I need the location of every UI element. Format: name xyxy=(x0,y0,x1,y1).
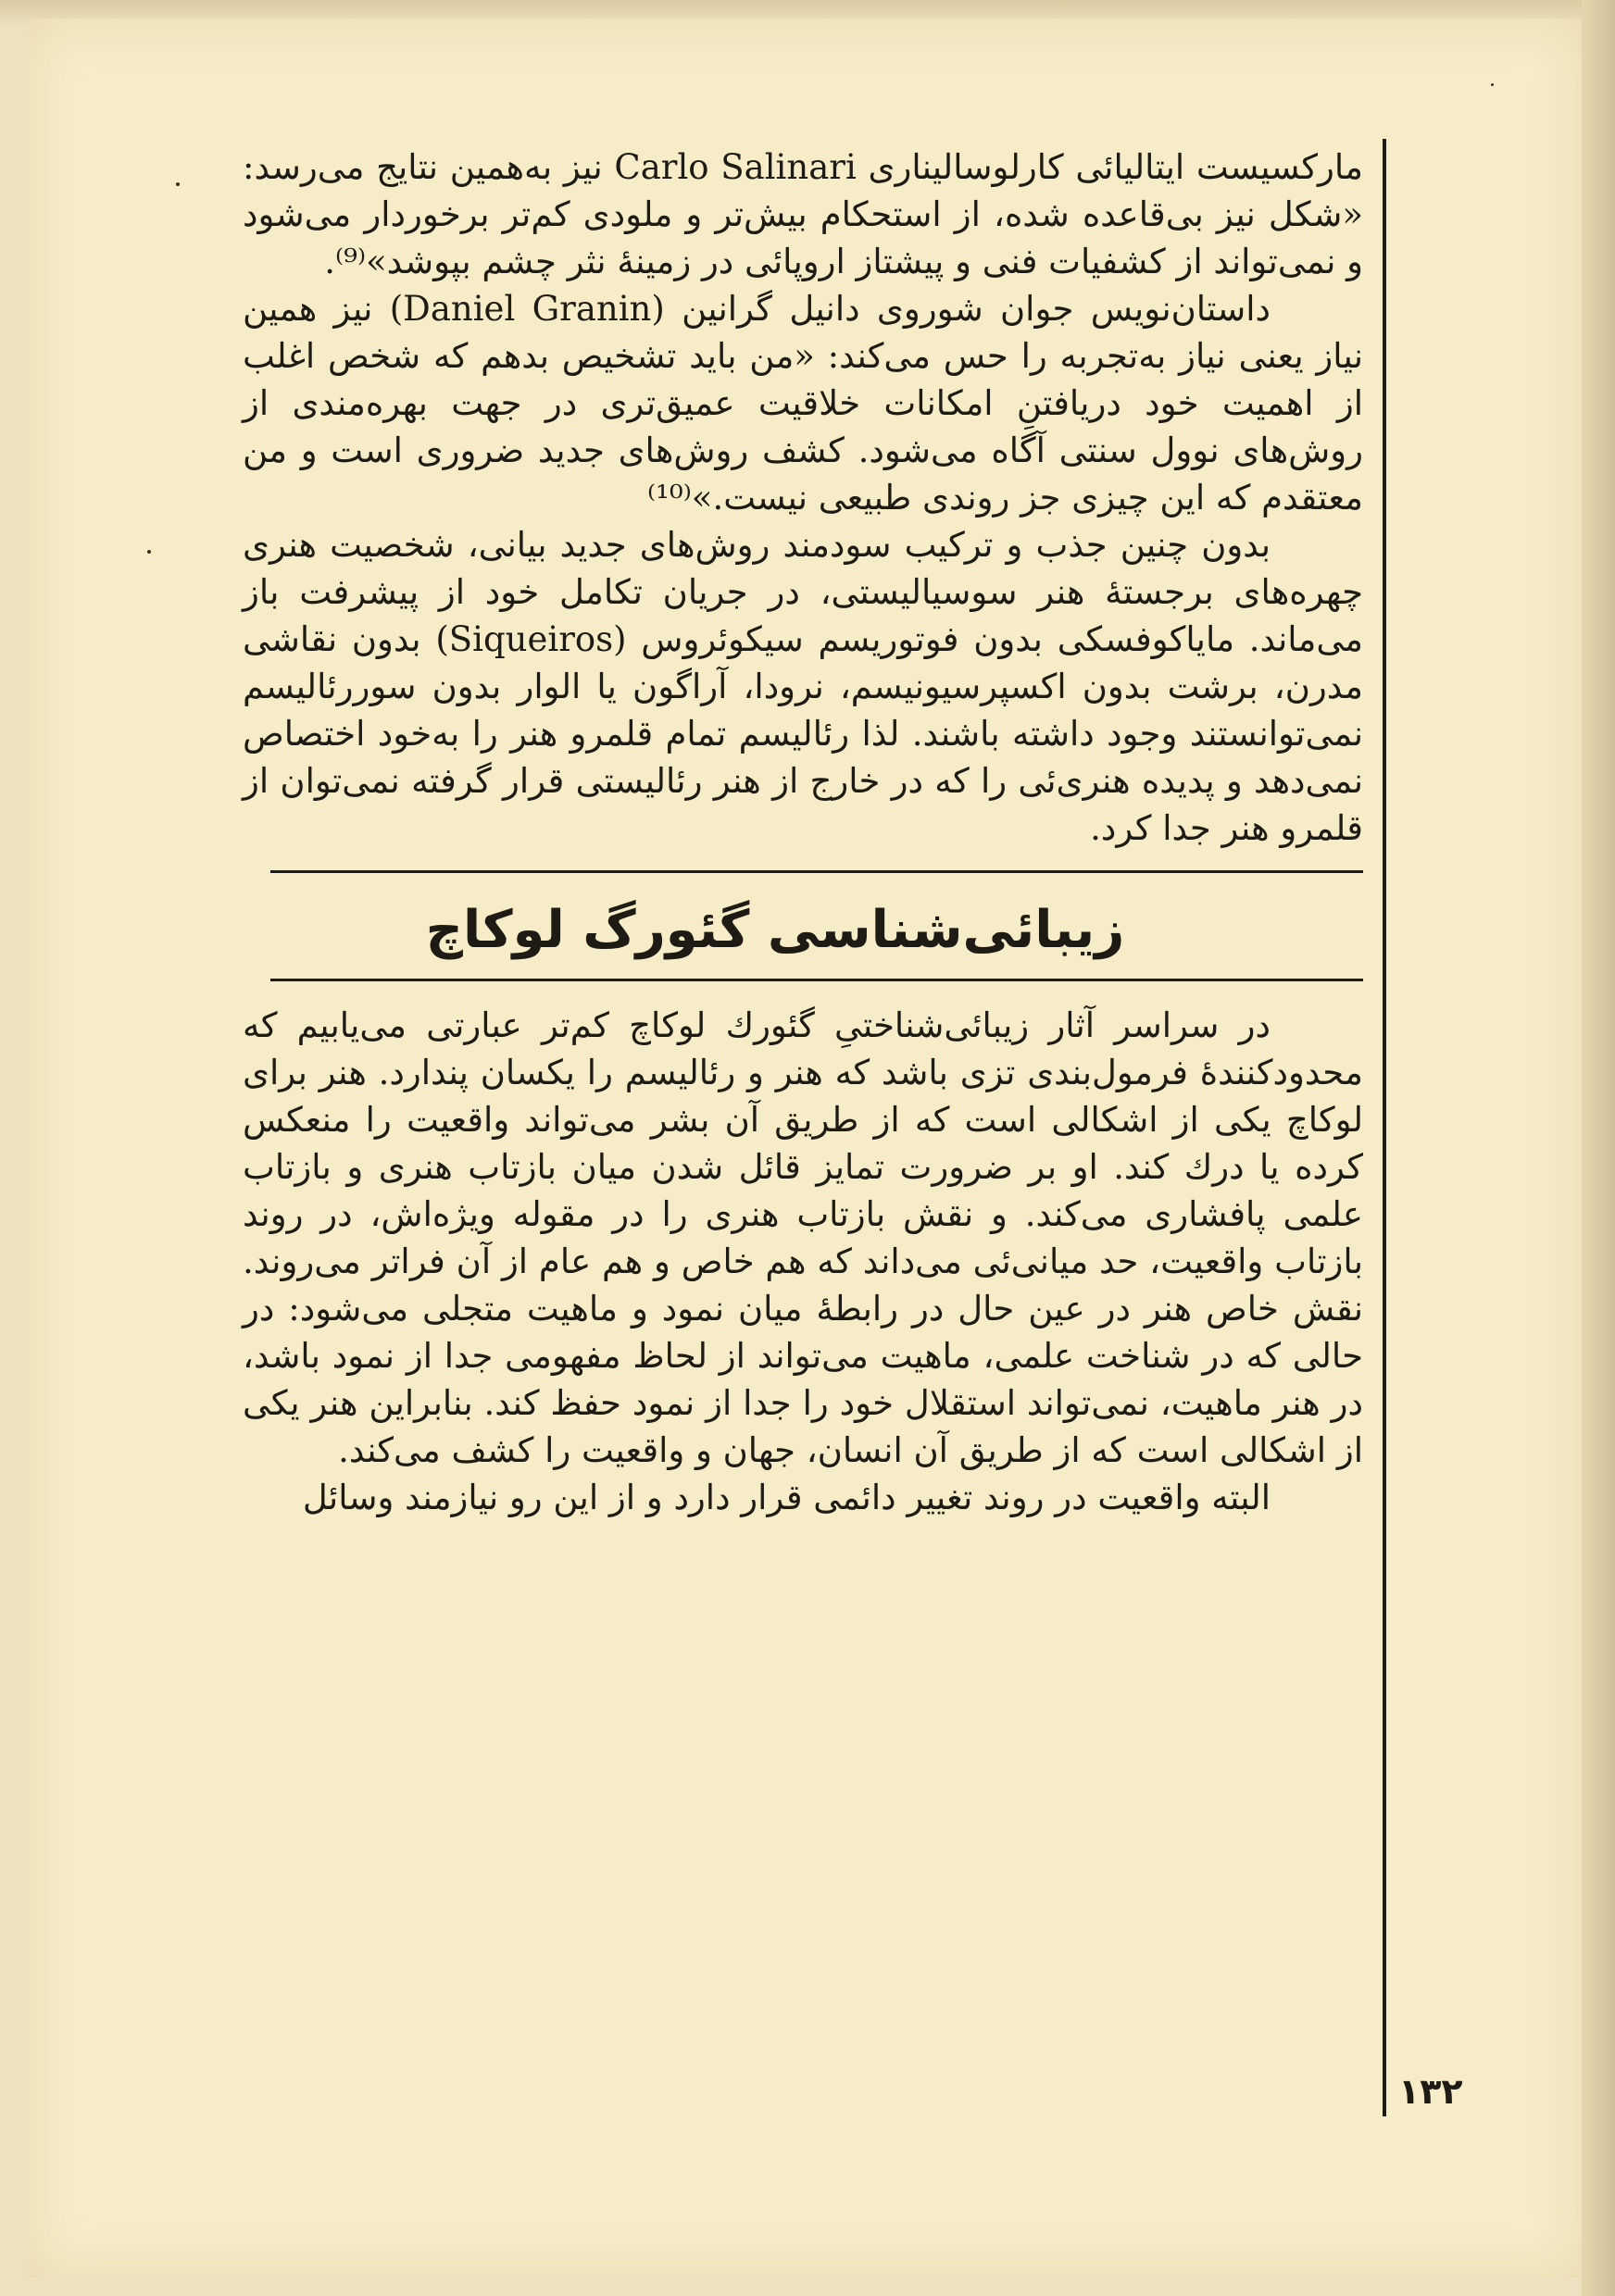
paper-speck xyxy=(147,550,151,554)
heading-rule-bottom xyxy=(270,979,1363,981)
paragraph-granin: داستان‌نویس جوان شوروی دانیل گرانین (Daniel Granin) نیز همین نیاز یعنی نیاز به‌تجربه را حس می‌کند: «من باید تشخیص بدهم که شخص اغلب از اهمیت خود دریافتنِ امکانات خلاقیت عمیق‌تری در جهت بهره‌مندی از روش‌های نوول سنتی آگاه می‌شود. کشف روش‌های جدید ضروری است و من معتقدم که این چیزی جز روندی طبیعی نیست.»⁽¹⁰⁾ xyxy=(243,289,1363,518)
paragraph-new-methods: بدون چنین جذب و ترکیب سودمند روش‌های جدید بیانی، شخصیت هنری چهره‌های برجستهٔ هنر سوسیالیستی، در جریان تکامل خود از پیشرفت باز می‌ماند. مایاکوفسکی بدون فوتوریسم سیکوئروس (Siqueiros) بدون نقاشی مدرن، برشت بدون اکسپرسیونیسم، نرودا، آراگون یا الوار بدون سوررئالیسم نمی‌توانستند وجود داشته باشند. لذا رئالیسم تمام قلمرو هنر را به‌خود اختصاص نمی‌دهد و پدیده هنری‌ئی را که در خارج از هنر رئالیستی قرار گرفته نمی‌توان از قلمرو هنر جدا کرد. xyxy=(243,525,1363,848)
paper-speck xyxy=(176,182,180,186)
paragraph-salinari: مارکسیست ایتالیائی کارلوسالیناری Carlo Salinari نیز به‌همین نتایج می‌رسد: «شکل نیز بی‌قاعده شده، از استحکام بیش‌تر و ملودی کم‌تر برخوردار می‌شود و نمی‌تواند از کشفیات فنی و پیشتاز اروپائی در زمینهٔ نثر چشم بپوشد»⁽⁹⁾. xyxy=(243,147,1363,281)
page-edge-shadow xyxy=(1582,0,1615,2296)
margin-rule xyxy=(1383,139,1386,2116)
paragraph-reality: البته واقعیت در روند تغییر دائمی قرار دارد و از این رو نیازمند وسائل xyxy=(302,1478,1271,1517)
heading-rule-top xyxy=(270,870,1363,873)
page-number: ۱۳۲ xyxy=(1398,2071,1463,2112)
paper-speck xyxy=(1491,83,1494,86)
paragraph-lukacs: در سراسر آثار زیبائی‌شناختیِ گئورك لوکاچ کم‌تر عبارتی می‌یابیم که محدودکنندهٔ فرمول‌بندی تزی باشد که هنر و رئالیسم را یکسان پندارد. هنر برای لوکاچ یکی از اشکالی است که از طریق آن بشر می‌تواند واقعیت را منعکس کرده یا درك کند. او بر ضرورت تمایز قائل شدن میان بازتاب هنری و بازتاب علمی پافشاری می‌کند. و نقش بازتاب هنری را در مقوله ویژه‌اش، در روند بازتاب واقعیت، حد میانی‌ئی می‌داند که هم خاص و هم عام از آن فراتر می‌روند. نقش خاص هنر در عین حال در رابطهٔ میان نمود و ماهیت متجلی می‌شود: در حالی که در شناخت علمی، ماهیت می‌تواند از لحاظ مفهومی جدا از نمود باشد، در هنر ماهیت، نمی‌تواند استقلال خود را جدا از نمود حفظ کند. بنابراین هنر یکی از اشکالی است که از طریق آن انسان، جهان و واقعیت را کشف می‌کند. xyxy=(243,1005,1363,1470)
section-heading: زیبائی‌شناسی گئورگ لوکاچ xyxy=(425,900,1125,960)
text-column xyxy=(243,144,1363,1521)
